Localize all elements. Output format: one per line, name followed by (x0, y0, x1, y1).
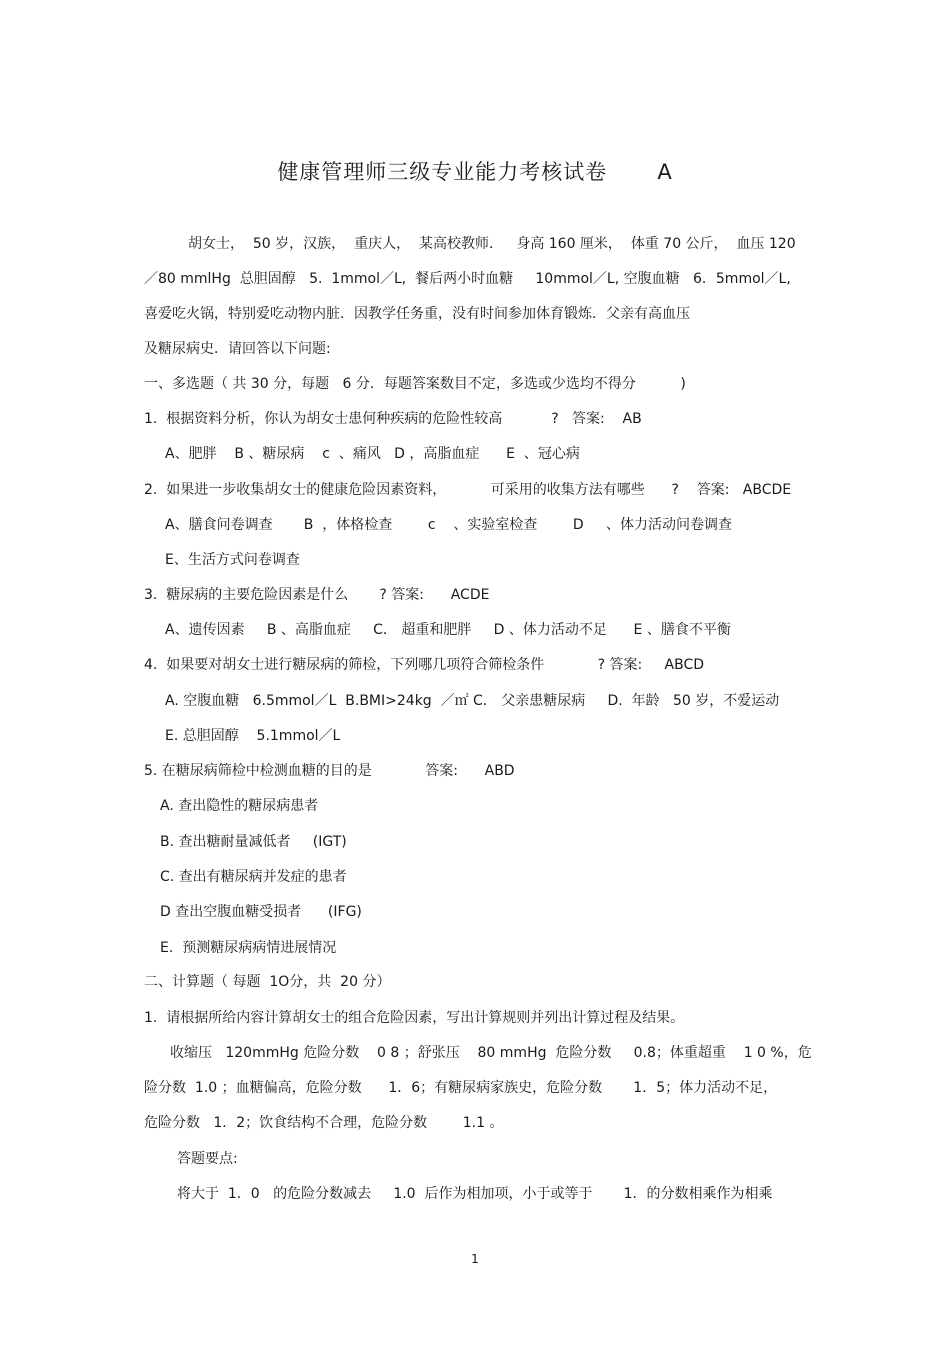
question-5: 5. 在糖尿病筛检中检测血糖的目的是 答案: ABD (144, 763, 515, 779)
question-5-option-b: B. 查出糖耐量减低者 (IGT) (160, 834, 347, 850)
question-4: 4. 如果要对胡女士进行糖尿病的筛检，下列哪几项符合筛检条件 ? 答案: ABCD (144, 657, 704, 673)
calc-question-1: 1. 请根据所给内容计算胡女士的组合危险因素，写出计算规则并列出计算过程及结果。 (144, 1010, 685, 1026)
question-5-option-d: D 查出空腹血糖受损者 (IFG) (160, 904, 362, 920)
case-intro-line-4: 及糖尿病史．请回答以下问题: (144, 341, 331, 357)
question-2-option-e: E、生活方式问卷调查 (165, 552, 300, 568)
question-5-option-e: E. 预测糖尿病病情进展情况 (160, 940, 337, 956)
section-heading-calculation: 二、计算题（ 每题 1O分，共 20 分） (144, 974, 391, 990)
question-1: 1. 根据资料分析，你认为胡女士患何种疾病的危险性较高 ? 答案: AB (144, 411, 642, 427)
title-version: A (657, 160, 673, 184)
answer-key-points-label: 答题要点: (177, 1151, 238, 1167)
page-title (0, 156, 950, 186)
question-1-options: A、肥胖 B 、糖尿病 c 、痛风 D ，高脂血症 E 、冠心病 (165, 446, 580, 462)
case-intro-line-3: 喜爱吃火锅，特别爱吃动物内脏．因教学任务重，没有时间参加体育锻炼．父亲有高血压 (144, 306, 690, 322)
page-number: 1 (471, 1252, 479, 1266)
question-4-options: A. 空腹血糖 6.5mmol／L B.BMI>24kg ／㎡ C． 父亲患糖尿病 D. 年龄 50 岁，不爱运动 (165, 693, 780, 709)
question-3-options: A、遗传因素 B 、高脂血症 C． 超重和肥胖 D 、体力活动不足 E 、膳食不平衡 (165, 622, 731, 638)
case-intro-line-2: ／80 mmlHg 总胆固醇 5. 1mmol／L, 餐后两小时血糖 10mmol／L, 空腹血糖 6．5mmol／L, (144, 271, 791, 287)
case-intro-line-1: 胡女士， 50 岁，汉族， 重庆人， 某高校教师． 身高 160 厘米， 体重 70 公斤， 血压 120 (188, 236, 796, 252)
question-2: 2. 如果进一步收集胡女士的健康危险因素资料， 可采用的收集方法有哪些 ? 答案: ABCDE (144, 482, 792, 498)
question-5-option-a: A. 查出隐性的糖尿病患者 (160, 798, 319, 814)
question-3: 3. 糖尿病的主要危险因素是什么 ? 答案: ACDE (144, 587, 490, 603)
calc-data-line-2: 险分数 1.0 ；血糖偏高，危险分数 1．6；有糖尿病家族史，危险分数 1．5；体力活动不足， (144, 1080, 778, 1096)
answer-key-points-text: 将大于 1．0 的危险分数减去 1.0 后作为相加项，小于或等于 1．的分数相乘作为相乘 (177, 1186, 773, 1202)
section-heading-multiple-choice: 一、多选题（ 共 30 分，每题 6 分．每题答案数目不定，多选或少选均不得分 ) (144, 376, 686, 392)
calc-data-line-1: 收缩压 120mmHg 危险分数 0 8 ；舒张压 80 mmHg 危险分数 0.8；体重超重 1 0 %，危 (170, 1045, 812, 1061)
question-2-options: A、膳食问卷调查 B ，体格检查 c 、实验室检查 D 、体力活动问卷调查 (165, 517, 732, 533)
title-main: 健康管理师三级专业能力考核试卷 (277, 160, 608, 184)
question-4-option-e: E. 总胆固醇 5.1mmol／L (165, 728, 341, 744)
question-5-option-c: C. 查出有糖尿病并发症的患者 (160, 869, 347, 885)
calc-data-line-3: 危险分数 1．2；饮食结构不合理，危险分数 1.1 。 (144, 1115, 504, 1131)
